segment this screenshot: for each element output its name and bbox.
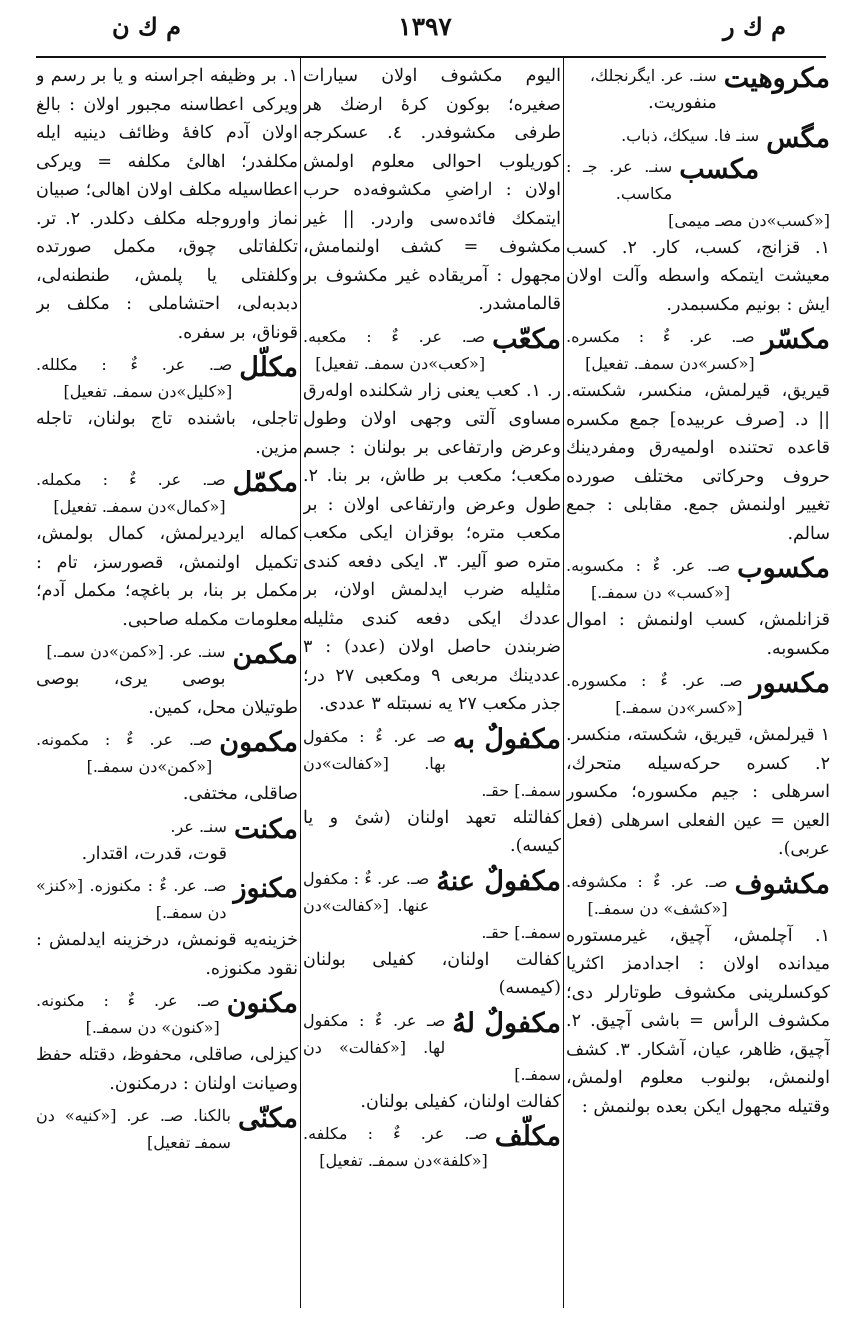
entry-definition: اليوم مكشوف اولان سيارات صغيره؛ بوكون كرهٔ ارضك هر طرفى مكشوفدر. ٤. عسكرجه كوريلوب احوالى معلوم اولمش اولان : اراضىِ مكشوفه‌ده حرب ايتمكك فائده‌سى واردر. || غير مكشوف = كشف اولنمامش، مجهول : آمريقاده غير مكشوف بر قالمامشدر.: [303, 66, 561, 314]
entry-definition: ١. بر وظيفه اجراسنه و يا بر رسم و ويركى اعطاسنه مجبور اولان : بالغ اولان آدم كافهٔ وظائف دينيه ايله مكلفدر؛ اهالىٔ مكلفه = ويركى اعطاسيله مكلف اولان اهالى؛ صبيان نماز واوروجله مكلف دكلدر. ٢. تر. تكلفاتلى چوق، مكمل صورتده وكلفتلى يا پلمش، طنطنه‌لى، دبدبه‌لى، احتشاملى : مكلف بر قوناق، بر سفره.: [36, 66, 298, 343]
column-right: [566, 62, 830, 1307]
dictionary-entry: [566, 122, 830, 154]
entry-etymology: سنـ فا. سيكك، ذباب.: [621, 125, 760, 145]
entry-definition: كفالتله تعهد اولنان (شئ و يا كيسه).: [303, 807, 561, 856]
header-left-guide-letters: م ك ن: [112, 12, 181, 41]
entry-definition: ر. ١. كعب يعنى زار شكلنده اوله‌رق مساوى آلتى وجهى اولان وطول وعرض وارتفاعى بر بولنان : جسم مكعب؛ مكعب بر طاش، بر بنا. ٢. طول وعرض وارتفاعى اولان : بر مكعب متره؛ بوقزان ايكى مكعب متره صو آلير. ٣. ايكى دفعه كندى مثليله ضرب ايدلمش اولان، بر عددك ايكى دفعه كندى مثليله ضربندن حاصل اولان (عدد) : ٣ عددينك مربعى ٩ ومكعبى ٢٧ در؛ جذر مكعب ٢٧ يه نسبتله ٣ عددى.: [303, 380, 561, 714]
entry-definition: صاقلى، مختفى.: [182, 784, 298, 804]
column-left: [36, 62, 298, 1307]
dictionary-entry: [566, 323, 830, 548]
entry-definition: كيزلى، صاقلى، محفوظ، دقتله حفظ وصيانت اولنان : درمكنون.: [36, 1045, 298, 1094]
entry-definition: قزانلمش، كسب اولنمش : اموال مكسوبه.: [566, 610, 830, 659]
entry-etymology: سنـ. عر.: [170, 816, 227, 836]
dictionary-entry: [36, 872, 298, 983]
entry-etymology: صـ. عر. ءٌ : مكسوبه. [«كسب» دن سمفـ.]: [566, 556, 731, 602]
dictionary-entry: [566, 868, 830, 1122]
entry-headword: مكنت: [233, 813, 298, 845]
column-divider: [563, 58, 564, 1308]
entry-headword: مكسور: [749, 668, 830, 699]
dictionary-entry: [566, 62, 830, 118]
entry-headword: مكنوز: [233, 873, 298, 904]
entry-headword: مكفولٌ لهُ: [452, 1007, 561, 1039]
dictionary-entry: [36, 62, 298, 347]
dictionary-entry: [303, 323, 561, 719]
page-header: [0, 12, 850, 46]
page-number: ١٣٩٧: [398, 12, 452, 41]
entry-headword: مكسب: [679, 153, 760, 185]
dictionary-entry: [303, 723, 561, 861]
entry-headword: مكنّى: [237, 1103, 298, 1134]
entry-definition: تاجلى، باشنده تاج بولنان، تاجله مزين.: [36, 409, 298, 458]
dictionary-entry: [36, 813, 298, 869]
dictionary-entry: [36, 638, 298, 722]
entry-etymology: صـ. عر. ءٌ : مكشوفه. [«كشف» دن سمفـ.]: [566, 871, 728, 918]
entry-etymology: صـ. عر. ءٌ : مكلله. [«كليل»دن سمفـ. تفعيل]: [36, 355, 233, 401]
entry-definition: منفوريت.: [648, 93, 717, 113]
entry-definition: ١. آچلمش، آچيق، غيرمستوره ميدانده اولان : اجدادمز اكثريا كوكسلرينى مكشوف طوتارلر دى؛ مكشوف الرأس = باشى آچيق. ٢. آچيق، ظاهر، عيان، آشكار. ٣. كشف اولنمش، بولنوب معلوم اولمش، وقتيله مجهول ايكن بعده بولنمش :: [566, 925, 830, 1117]
entry-headword: مكسّر: [761, 324, 830, 355]
entry-headword: مكمّل: [232, 467, 298, 498]
entry-etymology: صـ. عر. ءٌ : مكسوره. [«كسر»دن سمفـ.]: [566, 671, 743, 717]
entry-headword: مكسوب: [737, 553, 830, 584]
entry-definition: كفالت اولنان، كفيلى بولنان (كيمسه): [303, 949, 561, 998]
dictionary-entry: [36, 987, 298, 1098]
entry-headword: مكعّب: [492, 323, 561, 355]
entry-etymology: صـ. عر. ءٌ : مكنوزه. [«كنز» دن سمفـ.]: [36, 876, 227, 922]
dictionary-entry: [36, 351, 298, 462]
entry-headword: مكلّل: [239, 352, 298, 383]
header-rule: [36, 56, 826, 58]
entry-definition: ١. قزانج، كسب، كار. ٢. كسب معيشت ايتمكه واسطه وآلت اولان ايش : بونيم مكسبمدر.: [566, 237, 830, 315]
entry-etymology: صـ. عر. ءٌ : مكمله. [«كمال»دن سمفـ. تفعيل]: [36, 470, 226, 516]
dictionary-entry: [566, 153, 830, 320]
column-divider: [300, 58, 301, 1308]
entry-headword: مكلّف: [494, 1121, 561, 1152]
dictionary-entry: [303, 62, 561, 319]
entry-definition: كفالت اولنان، كفيلى بولنان.: [360, 1091, 561, 1112]
dictionary-entry: [36, 1102, 298, 1156]
entry-etymology: صـ. عر. ءٌ : مكلفه. [«كلفة»دن سمفـ. تفعيل]: [303, 1124, 488, 1170]
entry-headword: مكنون: [226, 988, 298, 1019]
entry-etymology: بالكنا. صـ. عر. [«كنيه» دن سمفـ تفعيل]: [36, 1106, 231, 1152]
entry-definition: قوت، قدرت، اقتدار.: [81, 843, 227, 864]
entry-etymology: صـ عر. ءٌ : مكفول لها. [«كفالت» دن سمفـ.]: [303, 1010, 561, 1084]
column-middle: [303, 62, 561, 1307]
entry-etymology: صـ. عر. ءٌ : مكسره. [«كسر»دن سمفـ. تفعيل]: [566, 327, 755, 373]
entry-headword: مكروهيت: [723, 63, 830, 94]
entry-headword: مكمن: [232, 639, 298, 670]
entry-headword: مكمون: [219, 727, 298, 758]
dictionary-entry: [303, 865, 561, 1003]
entry-etymology: سنـ. عر. جـ : مكاسب. [«كسب»دن مصـ ميمى]: [566, 156, 830, 230]
dictionary-entry: [566, 552, 830, 663]
entry-etymology: صـ. عر. ءٌ : مكنونه. [«كنون» دن سمفـ.]: [36, 991, 220, 1037]
dictionary-entry: [303, 1007, 561, 1117]
entry-etymology: سنـ. عر. ايگرنجلك،: [589, 66, 717, 85]
entry-definition: قيريق، قيرلمش، منكسر، شكسته. || د. [صرف عربيده] جمع مكسره قاعده تحتنده اولميه‌رق ومفردينك حروف وحركاتى مختلف صورده تغيير اولنمش جمع. مقابلى : جمع سالم.: [566, 381, 830, 544]
entry-etymology: سنـ. عر. [«كمن»دن سمـ.]: [46, 642, 226, 661]
dictionary-entry: [303, 1120, 561, 1174]
dictionary-entry: [36, 726, 298, 809]
dictionary-entry: [566, 667, 830, 864]
header-right-guide-letters: م ك ر: [723, 12, 786, 41]
entry-definition: بوصى يرى، بوصى طوتيلان محل، كمين.: [36, 669, 298, 718]
entry-definition: خزينه‌يه قونمش، درخزينه ايدلمش : نقود مكنوزه.: [36, 930, 298, 979]
entry-headword: مكشوف: [734, 868, 830, 900]
entry-headword: مكفولٌ عنهُ: [436, 865, 561, 897]
entry-etymology: صـ. عر. ءٌ : مكمونه. [«كمن»دن سمفـ.]: [36, 730, 213, 776]
entry-definition: كماله ايرديرلمش، كمال بولمش، تكميل اولنمش، قصورسز، تام : مكمل بر بنا، بر باغچه؛ مكمل آدم؛ معلومات مكمله صاحبى.: [36, 524, 298, 630]
entry-headword: مگس: [766, 122, 830, 154]
entry-etymology: صـ. عر. ءٌ : مكعبه. [«كعب»دن سمفـ. تفعيل]: [303, 326, 486, 373]
entry-headword: مكفولٌ به: [453, 723, 561, 755]
entry-etymology: صـ عر. ءٌ : مكفول بها. [«كفالت»دن سمفـ.] حقـ.: [303, 726, 561, 800]
dictionary-entry: [36, 466, 298, 634]
entry-definition: ١ قيرلمش، قيريق، شكسته، منكسر. ٢. كسره حركه‌سيله متحرك، اسرهلى : جيم مكسوره؛ مكسور العين = عين الفعلى اسرهلى (فعل عربى).: [566, 725, 830, 859]
entry-etymology: صـ. عر. ءٌ : مكفول عنها. [«كفالت»دن سمفـ.] حقـ.: [303, 868, 561, 942]
